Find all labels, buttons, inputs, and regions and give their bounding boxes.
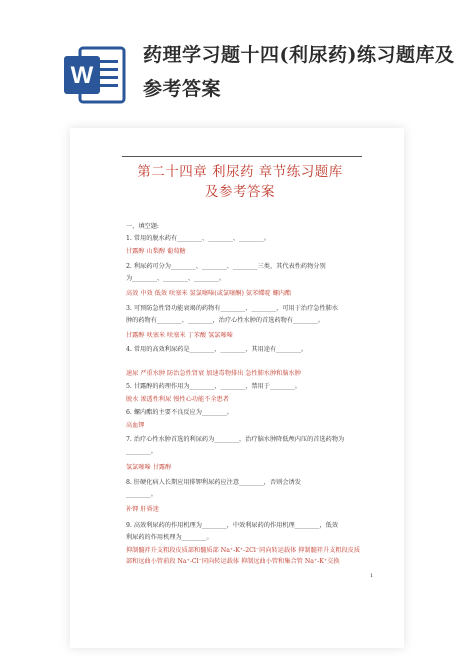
answer-line: 部和远曲小管前段 Na⁺-Cl⁻同向转运载体 抑制远曲小管和集合管 Na⁺-K⁺交换 [126,558,340,565]
question-line: 一、填空题: [126,223,160,230]
answer-line: 高血钾 [126,422,145,429]
svg-text:W: W [70,62,94,89]
question-line: ________。 [126,491,157,498]
document-page [70,128,404,648]
document-title [110,162,370,202]
question-line: 1. 常用的脱水药有________、________、________。 [126,235,270,242]
page-title: 药理学习题十四(利尿药)练习题库及参考答案 [143,44,455,100]
question-line: 8. 肝硬化病人长期应用排钾利尿药应注意________，否则会诱发 [126,479,301,486]
question-line: 7. 治疗心性水肿首选的利尿药为________，治疗脑水肿降低颅内压的首选药物为 [126,436,345,443]
answer-line: 甘露醇 呋塞米 呋塞米 丁苯酸 氢氯噻嗪 [126,332,233,339]
document-title-line-1: 第二十四章 利尿药 章节练习题库 [137,164,343,180]
question-line: 利尿药的作用机理为________。 [126,534,213,541]
document-title-line-2: 及参考答案 [205,184,275,200]
word-document-icon [60,40,130,110]
answer-line: 速尿 严重水肿 防治急性肾衰 加速毒物排出 急性肺水肿和脑水肿 [126,370,301,377]
answer-line: 脱水 渗透性利尿 慢性心功能不全患者 [126,396,229,403]
question-line: ________。 [126,448,157,455]
answer-line: 抑制髓袢升支粗段皮质部和髓质部 Na⁺-K⁺-2Cl⁻同向转运载体 抑制髓袢升支粗段皮质 [126,547,361,554]
page-number: 1 [370,573,374,579]
question-line: 3. 可预防急性肾功能衰竭的药物有________、________，可用于治疗急性肺水 [126,305,339,312]
question-line: 肿的药物有________、________，治疗心性水肿的首选药物有________。 [126,317,324,324]
question-line: 为________、________、________。 [126,275,225,282]
title-divider [122,156,362,157]
answer-line: 甘露醇 山梨醇 葡萄糖 [126,248,186,255]
answer-line: 氢氯噻嗪 甘露醇 [126,464,172,471]
question-line: 2. 利尿药可分为________、________、________三类，其代表性药物分别 [126,263,326,270]
question-line: 9. 高效利尿药的作用机理为________，中效利尿药的作用机理________，低效 [126,522,339,529]
answer-line: 补钾 肝昏迷 [126,506,159,513]
question-line: 5. 甘露醇的药理作用为________，________，禁用于________。 [126,383,301,390]
question-line: 6. 螺内酯的主要不良反应为________。 [126,409,233,416]
answer-line: 高效 中效 低效 呋塞米 氢氯噻嗪(或氯噻酮) 氨苯蝶啶 螺内酯 [126,290,292,297]
question-line: 4. 常用的高效利尿药是________、________，其用途有________。 [126,346,308,353]
